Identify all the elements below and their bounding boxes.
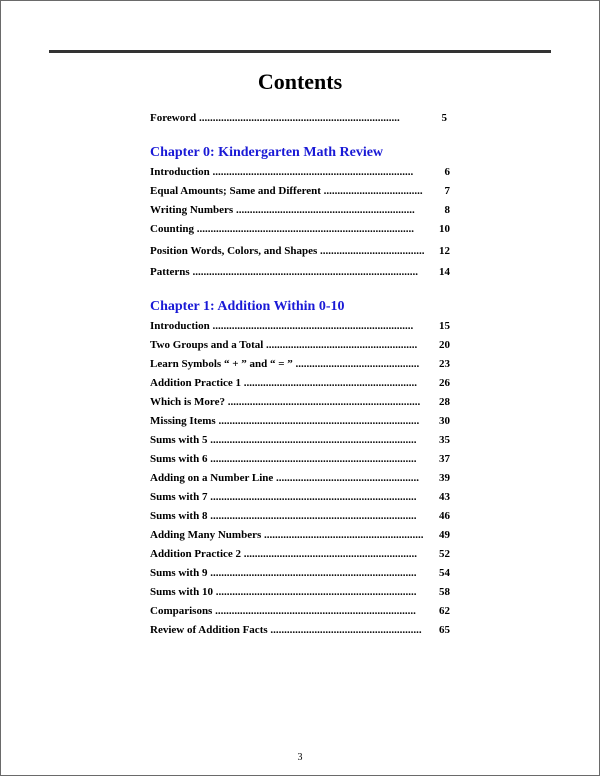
toc-entry-label: Sums with 6 ........................................................................... <box>150 453 417 465</box>
toc-entry[interactable] <box>150 183 450 199</box>
toc-entry-page: 28 <box>439 396 450 408</box>
toc-entry-page: 54 <box>439 567 450 579</box>
toc-entry-page: 23 <box>439 358 450 370</box>
toc-entry-label: Counting ............................................................................... <box>150 223 415 235</box>
toc-entry[interactable] <box>150 202 450 218</box>
toc-entry[interactable] <box>150 546 450 562</box>
toc-entry[interactable] <box>150 164 450 180</box>
toc-entry-label: Sums with 9 ........................................................................... <box>150 567 417 579</box>
toc-entry-label: Introduction ......................................................................... <box>150 320 414 332</box>
toc-entry[interactable] <box>150 264 450 280</box>
toc-entry[interactable] <box>150 221 450 237</box>
toc-entry-page: 62 <box>439 605 450 617</box>
toc-entry-page: 30 <box>439 415 450 427</box>
chapter-1-heading: Chapter 1: Addition Within 0-10 <box>150 299 345 314</box>
toc-entry-page: 43 <box>439 491 450 503</box>
toc-entry[interactable] <box>150 375 450 391</box>
toc-entry-page: 12 <box>439 245 450 257</box>
toc-entry[interactable] <box>150 337 450 353</box>
toc-entry[interactable] <box>150 432 450 448</box>
toc-entry-label: Missing Items ......................................................................... <box>150 415 420 427</box>
toc-entry-page: 35 <box>439 434 450 446</box>
toc-entry-page: 20 <box>439 339 450 351</box>
toc-entry-page: 5 <box>441 112 447 124</box>
toc-entry-page: 8 <box>444 204 450 216</box>
toc-entry-label: Two Groups and a Total ....................................................... <box>150 339 418 351</box>
toc-entry-label: Learn Symbols “ + ” and “ = ” ............................................. <box>150 358 420 370</box>
toc-entry[interactable] <box>150 243 450 259</box>
toc-entry-label: Position Words, Colors, and Shapes ...................................... <box>150 245 425 257</box>
toc-entry-label: Introduction ......................................................................... <box>150 166 414 178</box>
toc-entry-label: Comparisons ......................................................................... <box>150 605 416 617</box>
toc-entry[interactable] <box>150 527 450 543</box>
toc-entry-page: 26 <box>439 377 450 389</box>
toc-entry-page: 52 <box>439 548 450 560</box>
toc-entry-page: 65 <box>439 624 450 636</box>
toc-entry-page: 58 <box>439 586 450 598</box>
toc-entry[interactable] <box>150 622 450 638</box>
page-title: Contents <box>257 69 343 94</box>
toc-entry-label: Sums with 8 ........................................................................... <box>150 510 417 522</box>
toc-entry-label: Patterns .................................................................................. <box>150 266 418 278</box>
toc-entry-page: 15 <box>439 320 450 332</box>
toc-entry-page: 46 <box>439 510 450 522</box>
toc-entry[interactable] <box>150 584 450 600</box>
toc-entry-page: 37 <box>439 453 450 465</box>
chapter-0-heading: Chapter 0: Kindergarten Math Review <box>150 145 384 160</box>
toc-entry-label: Adding on a Number Line .................................................... <box>150 472 420 484</box>
page-number: 3 <box>297 752 303 763</box>
toc-entry-label: Addition Practice 2 ............................................................... <box>150 548 418 560</box>
toc-entry-label: Addition Practice 1 ............................................................... <box>150 377 418 389</box>
toc-entry-page: 14 <box>439 266 450 278</box>
toc-entry-label: Adding Many Numbers .......................................................... <box>150 529 424 541</box>
header-rule <box>49 50 551 53</box>
toc-entry[interactable] <box>150 603 450 619</box>
toc-entry[interactable] <box>150 318 450 334</box>
toc-entry-label: Sums with 10 ......................................................................... <box>150 586 417 598</box>
toc-entry-label: Which is More? ...................................................................... <box>150 396 421 408</box>
toc-entry-label: Sums with 7 ........................................................................... <box>150 491 417 503</box>
toc-entry[interactable] <box>150 508 450 524</box>
toc-entry-label: Writing Numbers ................................................................. <box>150 204 415 216</box>
toc-entry-page: 49 <box>439 529 450 541</box>
toc-entry[interactable] <box>150 356 450 372</box>
toc-entry[interactable] <box>150 470 450 486</box>
toc-entry-label: Foreword ......................................................................... <box>150 112 400 124</box>
toc-entry[interactable] <box>150 565 450 581</box>
toc-entry-label: Review of Addition Facts ....................................................... <box>150 624 422 636</box>
toc-entry[interactable] <box>150 451 450 467</box>
toc-entry[interactable] <box>150 394 450 410</box>
toc-entry-label: Equal Amounts; Same and Different .................................... <box>150 185 423 197</box>
toc-entry-foreword[interactable] <box>150 110 450 126</box>
toc-entry-page: 39 <box>439 472 450 484</box>
toc-entry-page: 7 <box>444 185 450 197</box>
toc-entry[interactable] <box>150 413 450 429</box>
toc-entry-page: 10 <box>439 223 450 235</box>
toc-entry[interactable] <box>150 489 450 505</box>
toc-entry-label: Sums with 5 ........................................................................... <box>150 434 417 446</box>
toc-entry-page: 6 <box>444 166 450 178</box>
